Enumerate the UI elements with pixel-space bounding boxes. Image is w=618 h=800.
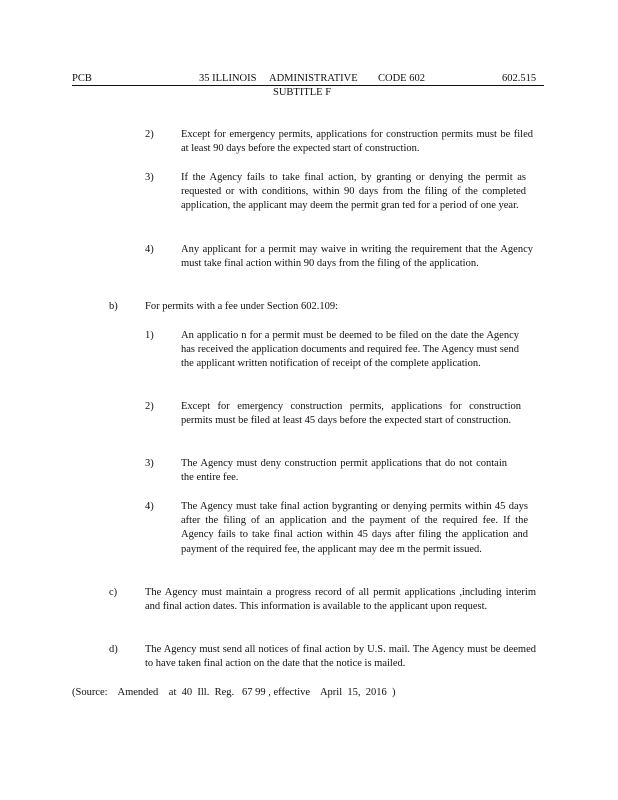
item-text: Except for emergency permits, applications for construction permits must be filed at least 90 days before the expected start of construction. <box>181 129 533 155</box>
item-label: b) <box>109 301 118 312</box>
item-text: Except for emergency construction permits, applications for construction permits must be filed at least 45 days before the expected start of construction. <box>181 401 521 427</box>
item-label: 4) <box>145 244 154 255</box>
page-header <box>72 72 544 86</box>
item-text: An applicatio n for a permit must be deemed to be filed on the date the Agency has received the application documents and required fee. The Agency must send the applicant written notification of receipt of the complete application. <box>181 330 519 370</box>
item-text: The Agency must deny construction permit applications that do not contain the entire fee. <box>181 458 507 484</box>
item-label: 3) <box>145 458 154 469</box>
item-label: 1) <box>145 330 154 341</box>
item-label: 4) <box>145 501 154 512</box>
item-label: 3) <box>145 172 154 183</box>
item-text: The Agency must maintain a progress record of all permit applications ,including interim and final action dates. This information is available to the applicant upon request. <box>145 587 536 613</box>
item-text: The Agency must take final action bygranting or denying permits within 45 days after the filing of an application and the payment of the required fee. If the Agency fails to take final action within 45 days after filing the application and payment of the required fee, the applicant may dee m the permit issued. <box>181 501 528 555</box>
item-text: The Agency must send all notices of final action by U.S. mail. The Agency must be deemed to have taken final action on the date that the notice is mailed. <box>145 644 536 670</box>
header-title-3: CODE 602 <box>378 73 425 84</box>
item-label: d) <box>109 644 118 655</box>
item-text: If the Agency fails to take final action, by granting or denying the permit as requested or with conditions, within 90 days from the filing of the completed application, the applicant may deem the permit gran ted for a period of one year. <box>181 172 526 212</box>
header-subtitle: SUBTITLE F <box>273 87 332 98</box>
header-section-number: 602.515 <box>502 73 537 84</box>
item-label: 2) <box>145 401 154 412</box>
header-left: PCB <box>72 73 92 84</box>
header-title-2: ADMINISTRATIVE <box>269 73 358 84</box>
item-label: c) <box>109 587 118 598</box>
item-label: 2) <box>145 129 154 140</box>
item-text: For permits with a fee under Section 602.109: <box>145 301 339 312</box>
item-text: Any applicant for a permit may waive in writing the requirement that the Agency must take final action within 90 days from the filing of the application. <box>181 244 533 270</box>
source-note: (Source: Amended at 40 Ill. Reg. 67 99 , effective April 15, 2016 ) <box>72 687 396 698</box>
header-title-1: 35 ILLINOIS <box>199 73 257 84</box>
